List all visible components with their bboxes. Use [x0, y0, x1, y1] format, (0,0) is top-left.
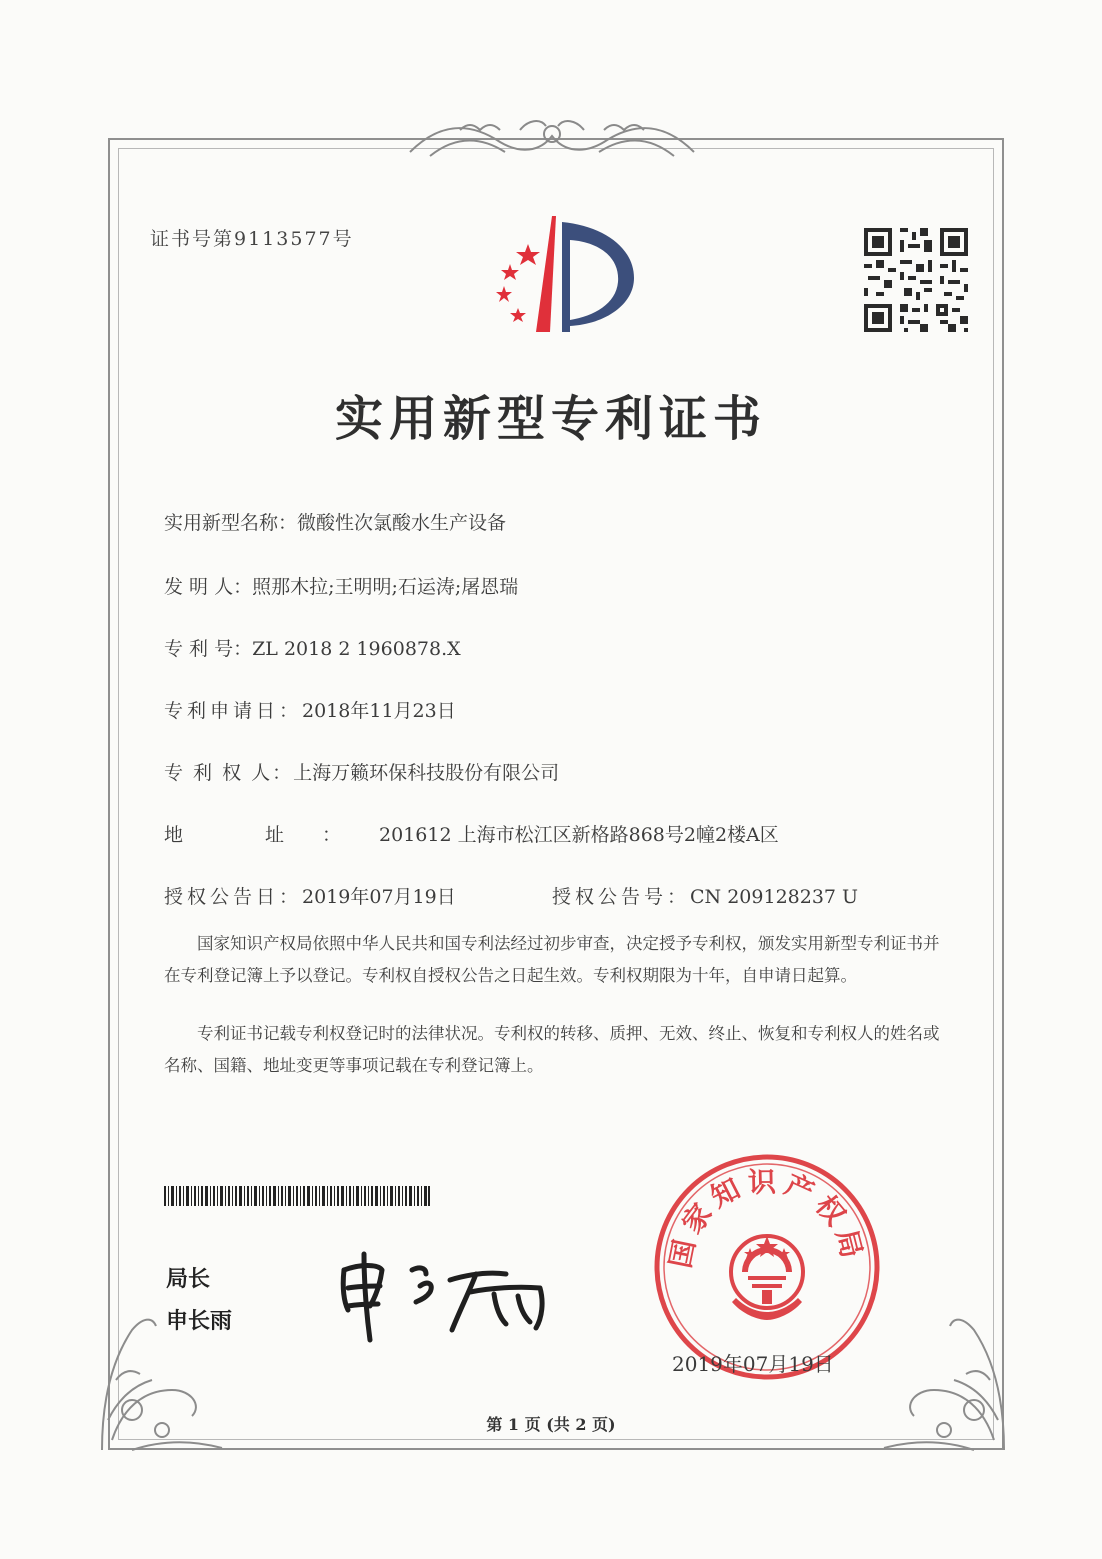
patent-number-value: ZL 2018 2 1960878.X — [252, 638, 461, 660]
body-paragraph-2: 专利证书记载专利权登记时的法律状况。专利权的转移、质押、无效、终止、恢复和专利权人的姓名或名称、国籍、地址变更等事项记载在专利登记簿上。 — [164, 1024, 940, 1075]
patent-office-logo-icon — [470, 212, 640, 342]
inventor-row — [164, 572, 518, 599]
utility-model-name-row — [164, 508, 506, 535]
utility-model-name-value: 微酸性次氯酸水生产设备 — [297, 512, 507, 534]
patent-number-row — [164, 634, 461, 661]
grant-date-row — [164, 882, 456, 909]
filing-date-value: 2018年11月23日 — [302, 700, 456, 722]
director-name: 申长雨 — [166, 1309, 233, 1334]
filing-date-label: 专利申请日： — [164, 700, 303, 722]
seal-text: 国家知识产权局 — [663, 1165, 871, 1271]
page-indicator: 第 1 页 (共 2 页) — [486, 1415, 616, 1434]
grant-number-value: CN 209128237 U — [690, 886, 859, 908]
inventor-value: 照那木拉;王明明;石运涛;屠恩瑞 — [252, 576, 519, 598]
signature-icon — [330, 1240, 570, 1350]
qr-code-icon — [864, 228, 968, 332]
certificate-title: 实用新型专利证书 — [334, 391, 767, 447]
grant-date-value: 2019年07月19日 — [302, 886, 456, 908]
grant-number-row — [552, 882, 858, 909]
patentee-row — [164, 758, 559, 785]
body-paragraph-1: 国家知识产权局依照中华人民共和国专利法经过初步审查，决定授予专利权，颁发实用新型专利证书并在专利登记簿上予以登记。专利权自授权公告之日起生效。专利权期限为十年，自申请日起算。 — [164, 934, 940, 985]
patent-number-label: 专 利 号： — [164, 638, 253, 660]
grant-date-label: 授权公告日： — [164, 886, 303, 908]
address-label: 地 址： — [164, 824, 380, 846]
director-title: 局长 — [166, 1267, 211, 1292]
certificate-number: 证书号第9113577号 — [150, 228, 354, 250]
address-row — [164, 820, 779, 847]
seal-date: 2019年07月19日 — [672, 1352, 834, 1376]
patentee-value: 上海万籁环保科技股份有限公司 — [293, 762, 560, 784]
barcode-icon — [164, 1186, 430, 1206]
utility-model-name-label: 实用新型名称： — [164, 512, 298, 534]
patentee-label: 专 利 权 人： — [164, 762, 294, 784]
filing-date-row — [164, 696, 456, 723]
top-ornament-icon — [400, 112, 704, 168]
address-value: 201612 上海市松江区新格路868号2幢2楼A区 — [379, 824, 779, 846]
inventor-label: 发 明 人： — [164, 576, 253, 598]
grant-number-label: 授权公告号： — [552, 886, 691, 908]
